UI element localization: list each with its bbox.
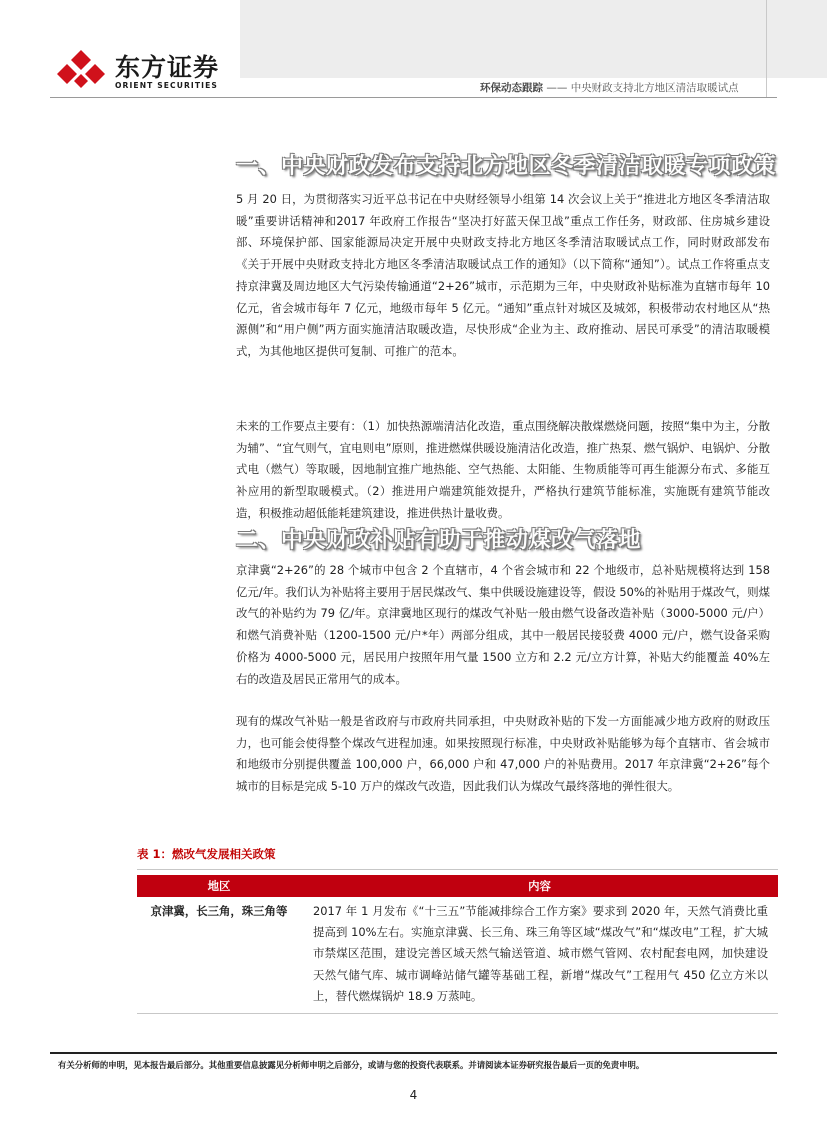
logo-chinese-name: 东方证券 — [115, 53, 220, 82]
section-2-paragraph-1: 京津冀“2+26”的 28 个城市中包含 2 个直辖市，4 个省会城市和 22 个地级市，总补贴规模将达到 158 亿元/年。我们认为补贴将主要用于居民煤改气、集中供暖设施建设等，假设 50%的补贴用于煤改气，则煤改气的补贴约为 79 亿/年。京津冀地区现行的煤改气补贴一般由燃气设备改造补贴（3000-5000 元/户）和燃气消费补贴（1200-1500 元/户*年）两部分组成，其中一般居民接驳费 4000 元/户，燃气设备采购价格为 4000-5000 元，居民用户按照年用气量 1500 立方和 2.2 元/立方计算，补贴大约能覆盖 40%左右的改造及居民正常用气的成本。 — [236, 563, 770, 686]
section-1-paragraph-2: 未来的工作要点主要有：（1）加快热源端清洁化改造，重点围绕解决散煤燃烧问题，按照“集中为主，分散为辅”、“宜气则气，宜电则电”原则，推进燃煤供暖设施清洁化改造，推广热泵、燃气锅炉、电锅炉、分散式电（燃气）等取暖，因地制宜推广地热能、空气热能、太阳能、生物质能等可再生能源分布式、多能互补应用的新型取暖模式。（2）推进用户端建筑能效提升，严格执行建筑节能标准，实施既有建筑节能改造，积极推动超低能耗建筑建设，推进供热计量收费。 — [236, 419, 770, 520]
table-row — [137, 897, 778, 1015]
header-region: 地区 — [137, 875, 301, 897]
footer-rule — [50, 1052, 777, 1054]
table-bottom-rule — [137, 1013, 778, 1014]
table-header-row — [137, 875, 778, 897]
row-region: 京津冀，长三角，珠三角等 — [150, 904, 288, 918]
section-2-title: 二、中央财政补贴有助于推动煤改气落地 — [236, 528, 642, 553]
row-content: 2017 年 1 月发布《“十三五”节能减排综合工作方案》要求到 2020 年，天然气消费比重提高到 10%左右。实施京津冀、长三角、珠三角等区域“煤改气”和“煤改电”工程，扩大城市禁煤区范围，建设完善区域天然气输送管道、城市燃气管网、农村配套电网，加快建设天然气储气库、城市调峰站储气罐等基础工程，新增“煤改气”工程用气 450 亿立方米以上，替代燃煤锅炉 18.9 万蒸吨。 — [313, 904, 768, 1003]
header-content: 内容 — [301, 875, 778, 897]
section-1-paragraph-1: 5 月 20 日，为贯彻落实习近平总书记在中央财经领导小组第 14 次会议上关于“推进北方地区冬季清洁取暖”重要讲话精神和2017 年政府工作报告“坚决打好蓝天保卫战”重点工作任务，财政部、住房城乡建设部、环境保护部、国家能源局决定开展中央财政支持北方地区冬季清洁取暖试点工作，同时财政部发布《关于开展中央财政支持北方地区冬季清洁取暖试点工作的通知》（以下简称“通知”）。试点工作将重点支持京津冀及周边地区大气污染传输通道“2+26”城市，示范期为三年，中央财政补贴标准为直辖市每年 10 亿元，省会城市每年 7 亿元，地级市每年 5 亿元。“通知”重点针对城区及城郊，积极带动农村地区从“热源侧”和“用户侧”两方面实施清洁取暖改造，尽快形成“企业为主、政府推动、居民可承受”的清洁取暖模式，为其他地区提供可复制、可推广的范本。 — [236, 192, 770, 358]
report-series: 环保动态跟踪 — [480, 82, 543, 94]
company-logo — [55, 48, 285, 98]
footer-disclaimer: 有关分析师的申明，见本报告最后部分。其他重要信息披露见分析师申明之后部分，或请与您的投资代表联系。并请阅读本证券研究报告最后一页的免责申明。 — [58, 1060, 645, 1070]
table-caption: 表 1：燃改气发展相关政策 — [137, 847, 276, 861]
page-number: 4 — [409, 1088, 418, 1102]
report-header-title — [480, 80, 739, 95]
logo-mark-icon — [55, 48, 107, 92]
report-topic: 中央财政支持北方地区清洁取暖试点 — [570, 82, 739, 94]
section-2-paragraph-2: 现有的煤改气补贴一般是省政府与市政府共同承担，中央财政补贴的下发一方面能减少地方政府的财政压力，也可能会使得整个煤改气进程加速。如果按照现行标准，中央财政补贴能够为每个直辖市、省会城市和地级市分别提供覆盖 100,000 户，66,000 户和 47,000 户的补贴费用。2017 年京津冀“2+26”每个城市的目标是完成 5-10 万户的煤改气改造，因此我们认为煤改气最终落地的弹性很大。 — [236, 714, 770, 794]
header-background — [240, 0, 827, 78]
header-separator: —— — [546, 82, 568, 94]
policy-table — [137, 875, 778, 1015]
caption-rule — [137, 869, 778, 870]
header-side-rule — [766, 0, 767, 98]
header-rule — [50, 97, 777, 98]
section-1-title: 一、中央财政发布支持北方地区冬季清洁取暖专项政策 — [236, 154, 777, 179]
logo-english-name: ORIENT SECURITIES — [115, 81, 218, 90]
